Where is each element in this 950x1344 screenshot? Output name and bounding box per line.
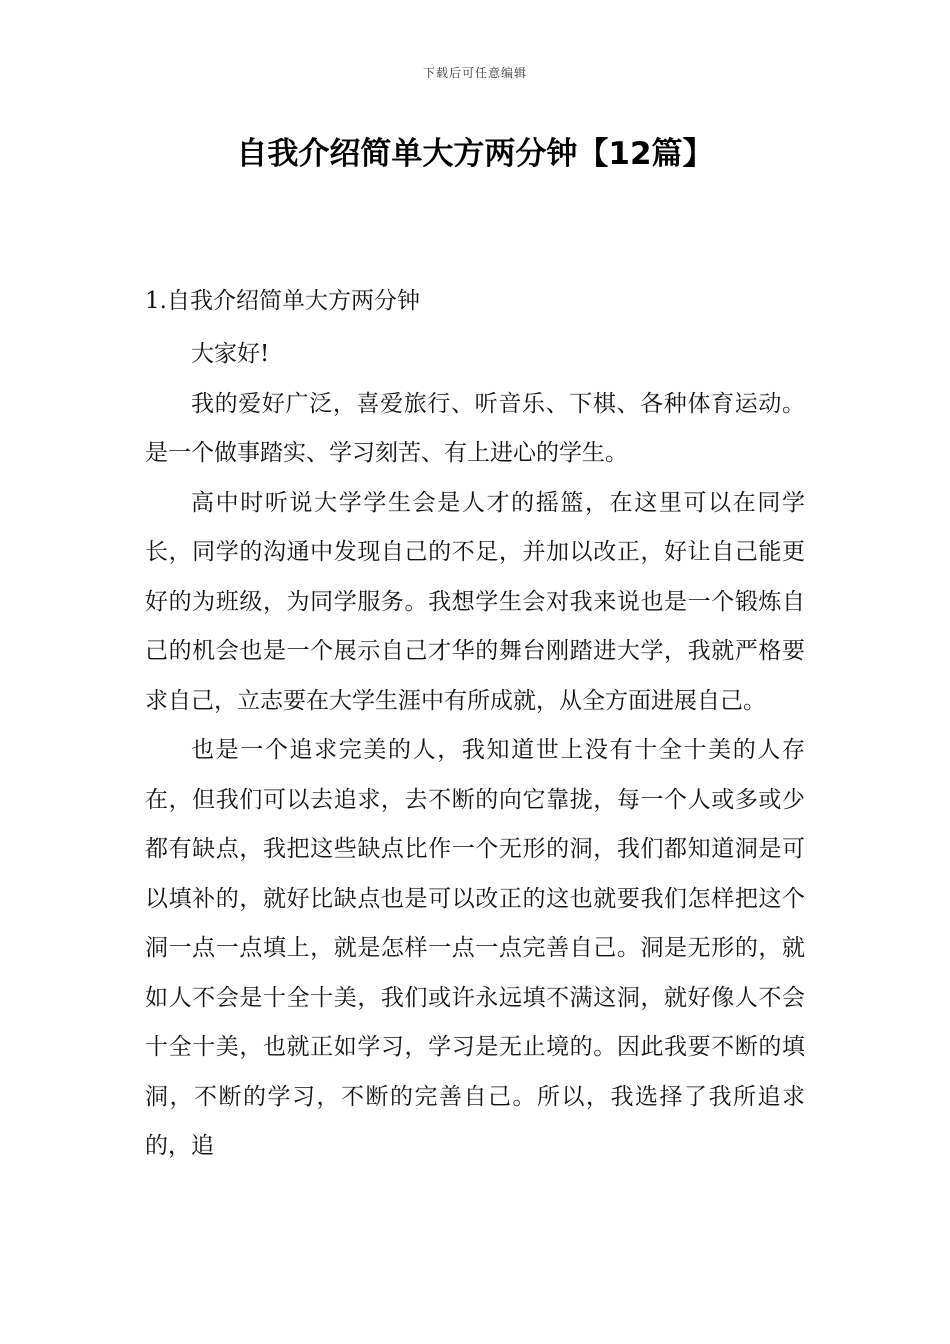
paragraph: 高中时听说大学学生会是人才的摇篮，在这里可以在同学长，同学的沟通中发现自己的不足，并加以改正，好让自己能更好的为班级，为同学服务。我想学生会对我来说也是一个锻炼自己的机会也是一个展示自己才华的舞台刚踏进大学，我就严格要求自己，立志要在大学生涯中有所成就，从全方面进展自己。 <box>145 489 805 714</box>
body-text <box>145 330 805 1172</box>
paragraph: 我的爱好广泛，喜爱旅行、听音乐、下棋、各种体育运动。是一个做事踏实、学习刻苦、有上进心的学生。 <box>145 390 805 466</box>
paragraph: 也是一个追求完美的人，我知道世上没有十全十美的人存在，但我们可以去追求，去不断的向它靠拢，每一个人或多或少都有缺点，我把这些缺点比作一个无形的洞，我们都知道洞是可以填补的，就好比缺点也是可以改正的这也就要我们怎样把这个洞一点一点填上，就是怎样一点一点完善自己。洞是无形的，就如人不会是十全十美，我们或许永远填不满这洞，就好像人不会十全十美，也就正如学习，学习是无止境的。因此我要不断的填洞，不断的学习，不断的完善自己。所以，我选择了我所追求的，追 <box>145 737 805 1159</box>
header-note: 下载后可任意编辑 <box>422 66 527 80</box>
document-title: 自我介绍简单大方两分钟【12篇】 <box>236 136 714 172</box>
paragraph: 大家好! <box>191 341 270 367</box>
section-heading: 1.自我介绍简单大方两分钟 <box>145 288 420 314</box>
